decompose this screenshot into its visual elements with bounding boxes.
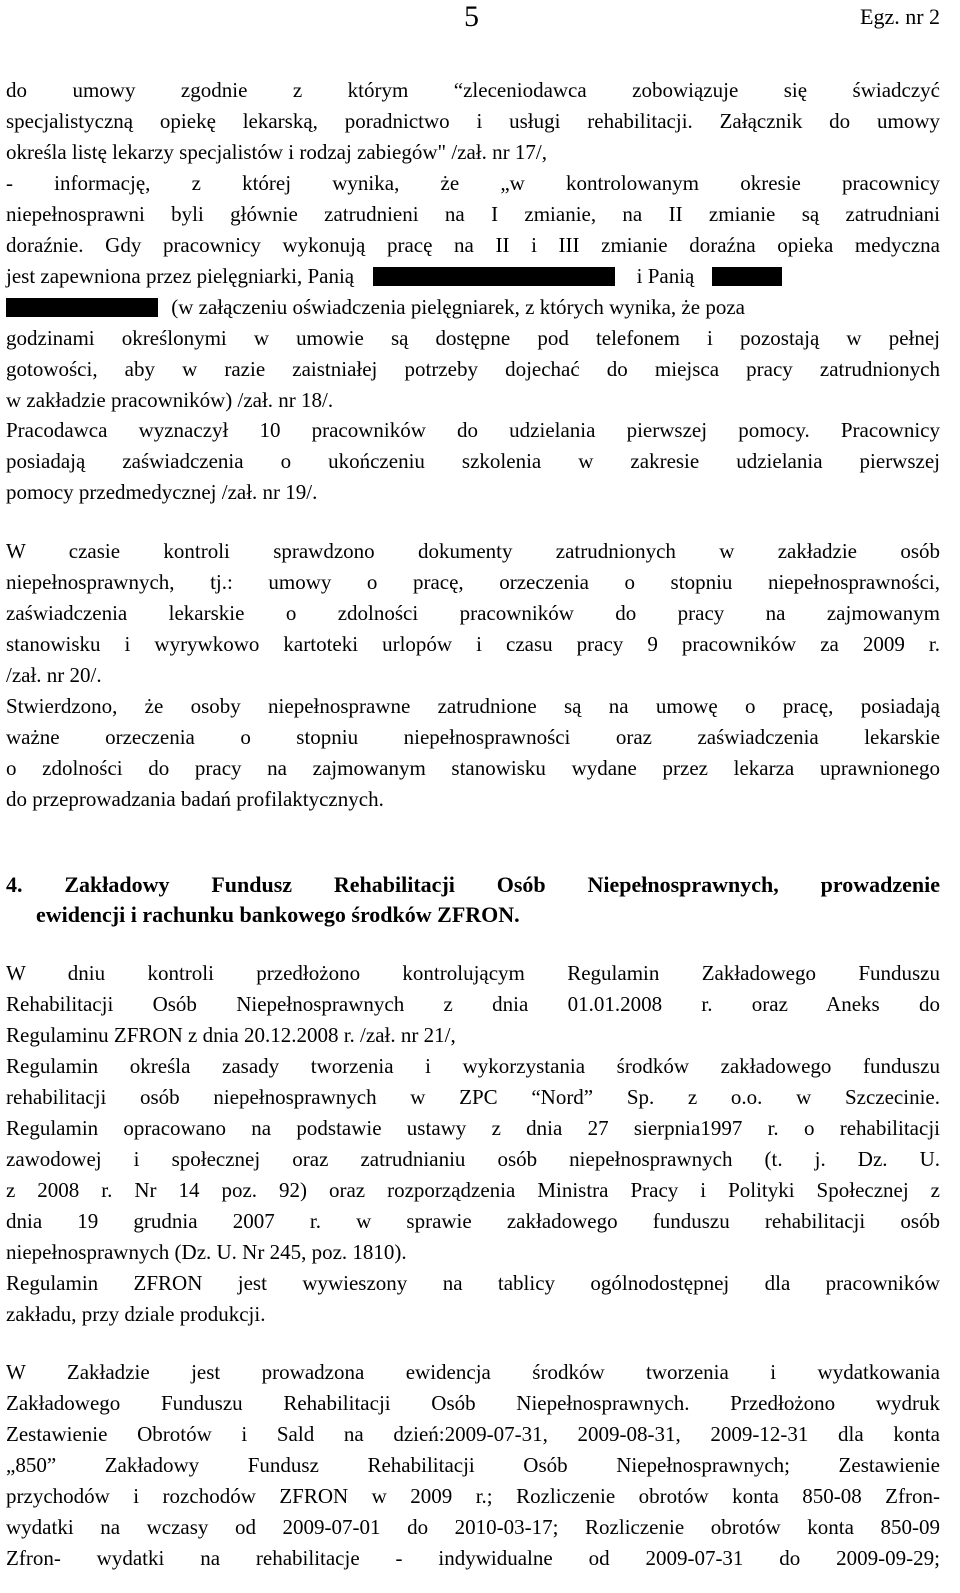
copy-number: Egz. nr 2 <box>860 4 941 29</box>
text-line: stanowisku i wyrywkowo kartoteki urlopów i czasu pracy 9 pracowników za 2009 r. <box>6 632 940 656</box>
text-line: W dniu kontroli przedłożono kontrolującym Regulamin Zakładowego Funduszu <box>6 961 940 985</box>
text-line: zakładu, przy dziale produkcji. <box>6 1302 266 1326</box>
text-line: Zestawienie Obrotów i Sald na dzień:2009-07-31, 2009-08-31, 2009-12-31 dla konta <box>6 1422 940 1446</box>
text-line: ważne orzeczenia o stopniu niepełnosprawności oraz zaświadczenia lekarskie <box>6 725 940 749</box>
text-line: Regulamin określa zasady tworzenia i wykorzystania środków zakładowego funduszu <box>6 1054 940 1078</box>
text-line: godzinami określonymi w umowie są dostępne pod telefonem i pozostają w pełnej <box>6 326 940 350</box>
text-fragment: i Panią <box>636 264 695 288</box>
text-line: dnia 19 grudnia 2007 r. w sprawie zakładowego funduszu rehabilitacji osób <box>6 1209 940 1233</box>
text-line: Regulamin ZFRON jest wywieszony na tablicy ogólnodostępnej dla pracowników <box>6 1271 940 1295</box>
text-line: o zdolności do pracy na zajmowanym stanowisku wydane przez lekarza uprawnionego <box>6 756 940 780</box>
redaction-block <box>373 267 615 286</box>
text-line: pomocy przedmedycznej /zał. nr 19/. <box>6 480 318 504</box>
text-line: w zakładzie pracowników) /zał. nr 18/. <box>6 388 334 412</box>
text-line: specjalistyczną opiekę lekarską, poradnictwo i usługi rehabilitacji. Załącznik do umowy <box>6 109 940 133</box>
text-line: niepełnosprawni byli głównie zatrudnieni na I zmianie, na II zmianie są zatrudniani <box>6 202 940 226</box>
text-line: „850” Zakładowy Fundusz Rehabilitacji Osób Niepełnosprawnych; Zestawienie <box>6 1453 940 1477</box>
section-heading-continued: ewidencji i rachunku bankowego środków ZFRON. <box>36 902 520 927</box>
text-line-redacted <box>6 293 940 322</box>
text-line: zaświadczenia lekarskie o zdolności pracowników do pracy na zajmowanym <box>6 601 940 625</box>
text-fragment: (w załączeniu oświadczenia pielęgniarek, z których wynika, że poza <box>171 295 745 319</box>
text-line: niepełnosprawnych (Dz. U. Nr 245, poz. 1810). <box>6 1240 407 1264</box>
text-line-redacted <box>6 262 940 291</box>
text-line: określa listę lekarzy specjalistów i rodzaj zabiegów" /zał. nr 17/, <box>6 140 547 164</box>
redaction-block <box>712 267 782 286</box>
text-line: niepełnosprawnych, tj.: umowy o pracę, orzeczenia o stopniu niepełnosprawności, <box>6 570 940 594</box>
text-line: Zakładowego Funduszu Rehabilitacji Osób Niepełnosprawnych. Przedłożono wydruk <box>6 1391 940 1415</box>
section-heading: 4. Zakładowy Fundusz Rehabilitacji Osób Niepełnosprawnych, prowadzenie <box>6 872 940 897</box>
text-line: do przeprowadzania badań profilaktycznych. <box>6 787 384 811</box>
text-line: gotowości, aby w razie zaistniałej potrzeby dojechać do miejsca pracy zatrudnionych <box>6 357 940 381</box>
text-line: z 2008 r. Nr 14 poz. 92) oraz rozporządzenia Ministra Pracy i Polityki Społecznej z <box>6 1178 940 1202</box>
text-line: wydatki na wczasy od 2009-07-01 do 2010-03-17; Rozliczenie obrotów konta 850-09 <box>6 1515 940 1539</box>
text-line: rehabilitacji osób niepełnosprawnych w ZPC “Nord” Sp. z o.o. w Szczecinie. <box>6 1085 940 1109</box>
text-line: Stwierdzono, że osoby niepełnosprawne zatrudnione są na umowę o pracę, posiadają <box>6 694 940 718</box>
text-line: Rehabilitacji Osób Niepełnosprawnych z dnia 01.01.2008 r. oraz Aneks do <box>6 992 940 1016</box>
text-line: doraźnie. Gdy pracownicy wykonują pracę na II i III zmianie doraźna opieka medyczna <box>6 233 940 257</box>
text-line: W czasie kontroli sprawdzono dokumenty zatrudnionych w zakładzie osób <box>6 539 940 563</box>
page-number: 5 <box>464 0 479 33</box>
text-line: /zał. nr 20/. <box>6 663 102 687</box>
text-line: przychodów i rozchodów ZFRON w 2009 r.; Rozliczenie obrotów konta 850-08 Zfron- <box>6 1484 940 1508</box>
text-fragment: jest zapewniona przez pielęgniarki, Panią <box>6 264 355 288</box>
text-line: - informację, z której wynika, że „w kontrolowanym okresie pracownicy <box>6 171 940 195</box>
text-line: Pracodawca wyznaczył 10 pracowników do udzielania pierwszej pomocy. Pracownicy <box>6 418 940 442</box>
redaction-block <box>6 298 158 317</box>
text-line: Regulamin opracowano na podstawie ustawy z dnia 27 sierpnia1997 r. o rehabilitacji <box>6 1116 940 1140</box>
text-line: W Zakładzie jest prowadzona ewidencja środków tworzenia i wydatkowania <box>6 1360 940 1384</box>
text-line: Regulaminu ZFRON z dnia 20.12.2008 r. /zał. nr 21/, <box>6 1023 456 1047</box>
text-line: do umowy zgodnie z którym “zleceniodawca zobowiązuje się świadczyć <box>6 78 940 102</box>
text-line: posiadają zaświadczenia o ukończeniu szkolenia w zakresie udzielania pierwszej <box>6 449 940 473</box>
text-line: Zfron- wydatki na rehabilitacje - indywidualne od 2009-07-31 do 2009-09-29; <box>6 1546 940 1570</box>
text-line: zawodowej i społecznej oraz zatrudnianiu osób niepełnosprawnych (t. j. Dz. U. <box>6 1147 940 1171</box>
